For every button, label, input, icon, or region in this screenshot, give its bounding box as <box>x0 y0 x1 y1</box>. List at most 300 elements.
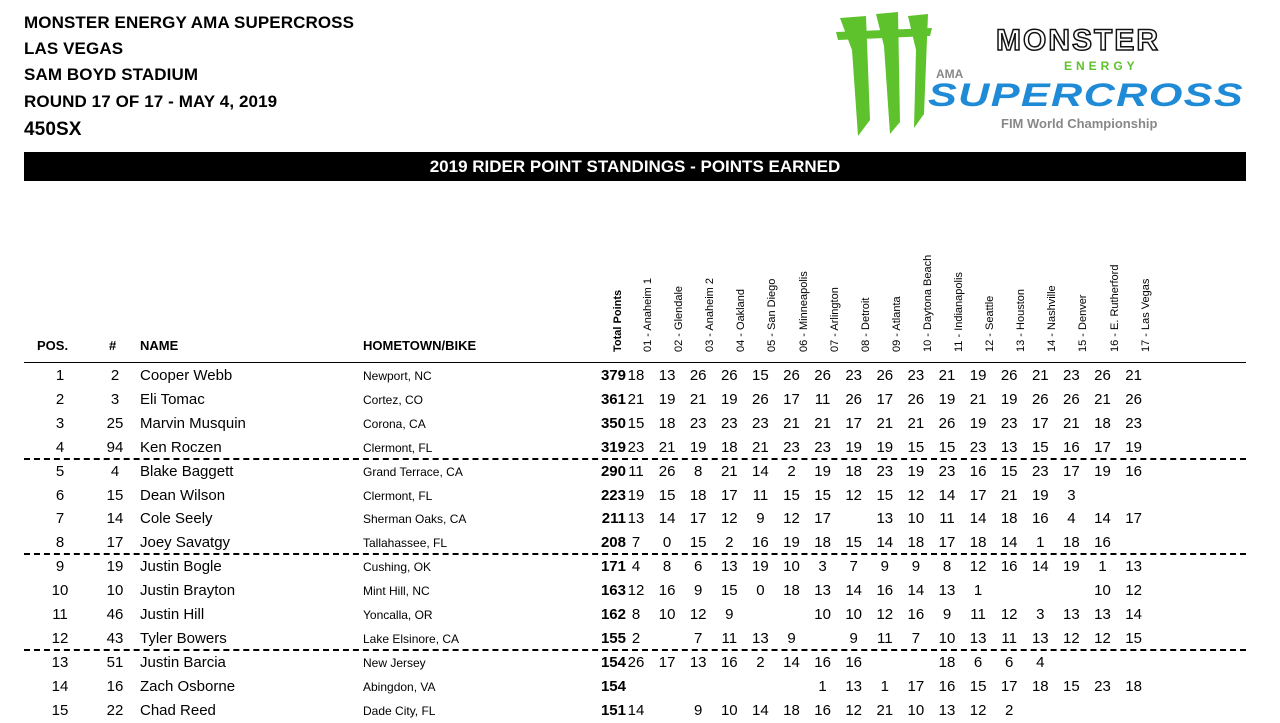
class-label: 450SX <box>24 119 82 140</box>
round-points: 13 <box>1063 606 1080 623</box>
round-points: 26 <box>752 390 769 408</box>
round-points: 19 <box>845 438 863 456</box>
round-points: 23 <box>814 438 831 456</box>
rider-total-points: 171 <box>600 558 626 576</box>
rider-total-points: 155 <box>600 629 626 647</box>
round-points: 12 <box>969 558 987 576</box>
round-points: 26 <box>1063 390 1080 408</box>
round-points: 21 <box>938 367 956 384</box>
round-points: 9 <box>942 606 952 623</box>
round-points: 21 <box>1125 367 1142 384</box>
round-points: 12 <box>783 510 800 528</box>
round-points: 18 <box>969 534 987 552</box>
round-header: 01 - Anaheim 1 <box>642 278 654 352</box>
round-points: 11 <box>721 629 738 647</box>
round-points: 1 <box>1098 558 1107 576</box>
round-points: 12 <box>720 510 738 528</box>
table-row <box>0 699 1280 723</box>
round-points: 2 <box>1005 701 1014 719</box>
round-points: 12 <box>627 582 645 600</box>
round-points: 12 <box>876 606 894 623</box>
round-points: 13 <box>876 510 894 528</box>
rider-position: 13 <box>51 653 69 671</box>
round-points: 10 <box>783 558 800 576</box>
round-header: 09 - Atlanta <box>890 296 903 352</box>
num-header: # <box>109 338 117 353</box>
round-points: 16 <box>1094 534 1111 552</box>
rider-total-points: 223 <box>600 486 626 504</box>
rider-number: 14 <box>106 510 124 528</box>
round-points: 6 <box>694 558 703 576</box>
rider-position: 2 <box>55 390 65 408</box>
round-points: 14 <box>1031 558 1049 576</box>
rider-name: Cooper Webb <box>140 367 233 384</box>
round-points: 19 <box>814 462 831 480</box>
round-points: 23 <box>627 438 645 456</box>
table-row <box>0 364 1280 388</box>
round-points: 10 <box>814 606 831 623</box>
rider-hometown: Abingdon, VA <box>363 679 436 694</box>
series-title: MONSTER ENERGY AMA SUPERCROSS <box>24 13 355 32</box>
round-points: 15 <box>1000 462 1018 480</box>
rider-hometown: Grand Terrace, CA <box>363 464 463 479</box>
round-points: 14 <box>907 582 925 600</box>
rider-hometown: Sherman Oaks, CA <box>363 512 467 527</box>
round-points: 18 <box>1094 414 1111 432</box>
round-points: 14 <box>783 653 800 671</box>
round-points: 12 <box>907 486 925 504</box>
round-points: 21 <box>658 438 676 456</box>
round-points: 16 <box>1063 438 1080 456</box>
round-points: 7 <box>849 558 858 576</box>
round-points: 15 <box>752 367 769 384</box>
table-row <box>0 555 1280 579</box>
table-row <box>0 388 1280 412</box>
hometown-header: HOMETOWN/BIKE <box>363 338 477 353</box>
rider-name: Zach Osborne <box>140 677 236 695</box>
round-points: 23 <box>938 462 956 480</box>
round-points: 26 <box>845 390 863 408</box>
round-points: 9 <box>694 701 703 719</box>
rider-total-points: 163 <box>600 582 626 600</box>
round-points: 26 <box>783 367 800 384</box>
round-points: 21 <box>876 414 894 432</box>
round-points: 15 <box>845 534 863 552</box>
round-points: 14 <box>938 486 956 504</box>
rider-name: Justin Barcia <box>140 653 226 671</box>
round-points: 17 <box>783 390 800 408</box>
round-header: 16 - E. Rutherford <box>1108 264 1121 352</box>
round-points: 26 <box>689 367 707 384</box>
round-points: 9 <box>911 558 921 576</box>
round-points: 16 <box>1000 558 1018 576</box>
round-points: 19 <box>1125 438 1142 456</box>
round-points: 13 <box>1125 558 1142 576</box>
round-points: 8 <box>662 558 672 576</box>
round-points: 26 <box>1000 367 1018 384</box>
round-header: 05 - San Diego <box>766 278 779 352</box>
round-points: 14 <box>1094 510 1111 528</box>
round-points: 23 <box>1063 367 1080 384</box>
round-points: 14 <box>752 462 769 480</box>
rider-number: 94 <box>106 438 124 456</box>
round-points: 19 <box>938 390 956 408</box>
round-points: 18 <box>627 367 645 384</box>
round-points: 14 <box>845 582 863 600</box>
round-points: 14 <box>627 701 645 719</box>
round-points: 2 <box>787 462 796 480</box>
round-header: 11 - Indianapolis <box>953 272 965 352</box>
round-points: 3 <box>818 558 827 576</box>
round-points: 13 <box>627 510 645 528</box>
table-row <box>0 412 1280 436</box>
rider-hometown: Cushing, OK <box>363 560 432 575</box>
round-points: 16 <box>1031 510 1049 528</box>
round-points: 13 <box>1094 606 1111 623</box>
round-points: 21 <box>689 390 707 408</box>
round-points: 18 <box>814 534 831 552</box>
round-points: 4 <box>1067 510 1076 528</box>
round-points: 9 <box>694 582 703 600</box>
round-points: 1 <box>973 582 983 600</box>
round-points: 15 <box>1125 629 1142 647</box>
rider-number: 4 <box>110 462 120 480</box>
round-points: 13 <box>938 582 956 600</box>
rider-hometown: Dade City, FL <box>363 703 436 718</box>
rider-position: 1 <box>55 367 65 384</box>
table-row <box>0 436 1280 460</box>
round-points: 15 <box>658 486 676 504</box>
round-points: 7 <box>694 629 703 647</box>
round-points: 19 <box>969 367 987 384</box>
logo-energy: ENERGY <box>1064 59 1139 73</box>
round-points: 13 <box>938 701 956 719</box>
round-points: 7 <box>911 629 921 647</box>
rider-name: Blake Baggett <box>140 462 234 480</box>
round-points: 16 <box>752 534 769 552</box>
rider-hometown: Lake Elsinore, CA <box>363 631 460 646</box>
logo-brand: MONSTER <box>996 24 1160 57</box>
rider-position: 7 <box>55 510 65 528</box>
round-points: 23 <box>783 438 800 456</box>
round-points: 23 <box>876 462 894 480</box>
round-points: 8 <box>631 606 641 623</box>
round-points: 12 <box>845 486 863 504</box>
round-points: 17 <box>969 486 987 504</box>
round-points: 21 <box>627 390 645 408</box>
rider-position: 11 <box>52 606 68 623</box>
rider-hometown: Clermont, FL <box>363 440 433 455</box>
round-points: 10 <box>845 606 863 623</box>
rider-total-points: 350 <box>600 414 626 432</box>
round-header: 08 - Detroit <box>859 297 872 352</box>
round-points: 16 <box>938 677 956 695</box>
round-header: 06 - Minneapolis <box>797 271 810 352</box>
rider-name: Cole Seely <box>140 510 213 528</box>
round-points: 16 <box>969 462 987 480</box>
rider-hometown: Corona, CA <box>363 416 426 431</box>
round-header: 12 - Seattle <box>984 295 997 352</box>
round-points: 13 <box>1031 629 1049 647</box>
round-points: 1 <box>880 677 889 695</box>
logo-subtitle: FIM World Championship <box>1001 116 1158 131</box>
rider-name: Justin Brayton <box>140 582 236 600</box>
rider-name: Ken Roczen <box>140 438 222 456</box>
round-points: 17 <box>1125 510 1142 528</box>
round-points: 4 <box>1036 653 1045 671</box>
rider-name: Eli Tomac <box>140 390 205 408</box>
table-row <box>0 675 1280 699</box>
round-points: 10 <box>1094 582 1111 600</box>
round-header: 03 - Anaheim 2 <box>704 278 717 352</box>
round-points: 26 <box>1125 390 1142 408</box>
rider-total-points: 208 <box>600 534 626 552</box>
round-points: 17 <box>689 510 707 528</box>
round-points: 15 <box>938 438 956 456</box>
rider-hometown: Yoncalla, OR <box>363 608 433 622</box>
rider-number: 17 <box>106 534 124 552</box>
round-points: 6 <box>973 653 983 671</box>
round-points: 21 <box>752 438 769 456</box>
round-points: 21 <box>1094 390 1111 408</box>
round-points: 21 <box>783 414 800 432</box>
round-points: 19 <box>907 462 925 480</box>
rider-total-points: 290 <box>600 462 626 480</box>
round-points: 11 <box>628 462 644 480</box>
rider-position: 8 <box>55 534 65 552</box>
round-header: 02 - Glendale <box>673 285 686 352</box>
rider-position: 14 <box>51 677 69 695</box>
round-points: 8 <box>694 462 703 480</box>
rider-total-points: 379 <box>600 367 626 384</box>
rider-name: Joey Savatgy <box>140 534 231 552</box>
round-points: 12 <box>845 701 863 719</box>
round-points: 9 <box>787 629 796 647</box>
round-points: 13 <box>720 558 738 576</box>
round-points: 21 <box>1000 486 1018 504</box>
round-points: 13 <box>658 367 676 384</box>
round-points: 19 <box>689 438 707 456</box>
round-points: 16 <box>1125 462 1142 480</box>
rider-hometown: Clermont, FL <box>363 488 433 503</box>
rider-number: 51 <box>106 653 124 671</box>
rider-hometown: Tallahassee, FL <box>363 536 448 551</box>
round-points: 17 <box>658 653 676 671</box>
round-points: 14 <box>969 510 987 528</box>
round-points: 21 <box>876 701 894 719</box>
round-points: 21 <box>907 414 925 432</box>
round-points: 15 <box>689 534 707 552</box>
rider-total-points: 361 <box>600 390 626 408</box>
round-points: 13 <box>1000 438 1018 456</box>
round-points: 21 <box>1063 414 1080 432</box>
round-points: 10 <box>938 629 956 647</box>
rider-position: 6 <box>55 486 65 504</box>
round-points: 2 <box>725 534 734 552</box>
round-header: 10 - Daytona Beach <box>921 254 934 352</box>
rider-position: 12 <box>51 629 69 647</box>
round-points: 18 <box>1031 677 1049 695</box>
total-points-header: Total Points <box>612 289 624 352</box>
round-points: 3 <box>1067 486 1076 504</box>
rider-position: 4 <box>55 438 65 456</box>
round-points: 11 <box>939 510 955 528</box>
round-points: 9 <box>756 510 765 528</box>
round-points: 26 <box>627 653 645 671</box>
round-points: 11 <box>970 606 986 623</box>
round-points: 18 <box>1125 677 1142 695</box>
round-points: 17 <box>1094 438 1111 456</box>
event-venue: SAM BOYD STADIUM <box>24 65 199 84</box>
table-row <box>0 579 1280 603</box>
rider-name: Marvin Musquin <box>140 414 246 432</box>
round-points: 9 <box>725 606 734 623</box>
round-points: 6 <box>1005 653 1014 671</box>
round-points: 18 <box>907 534 925 552</box>
table-row <box>0 460 1280 484</box>
round-points: 21 <box>1031 367 1049 384</box>
rider-name: Chad Reed <box>140 701 216 719</box>
round-points: 18 <box>720 438 738 456</box>
round-points: 12 <box>689 606 707 623</box>
rider-number: 19 <box>106 558 124 576</box>
round-points: 12 <box>969 701 987 719</box>
round-points: 11 <box>752 486 769 504</box>
round-points: 26 <box>1031 390 1049 408</box>
rider-number: 43 <box>106 629 124 647</box>
round-points: 18 <box>783 582 800 600</box>
event-round: ROUND 17 OF 17 - MAY 4, 2019 <box>24 92 278 111</box>
round-points: 12 <box>1063 629 1080 647</box>
rider-number: 25 <box>106 414 124 432</box>
round-points: 14 <box>1125 606 1142 623</box>
round-points: 13 <box>814 582 831 600</box>
round-points: 19 <box>752 558 769 576</box>
rider-position: 15 <box>51 701 69 719</box>
round-points: 23 <box>969 438 987 456</box>
round-points: 19 <box>876 438 894 456</box>
round-points: 19 <box>720 390 738 408</box>
round-points: 15 <box>1031 438 1049 456</box>
round-points: 19 <box>783 534 800 552</box>
round-points: 26 <box>814 367 831 384</box>
round-points: 23 <box>1125 414 1142 432</box>
round-points: 2 <box>756 653 765 671</box>
round-points: 17 <box>938 534 956 552</box>
round-points: 21 <box>720 462 738 480</box>
round-points: 18 <box>689 486 707 504</box>
round-header: 17 - Las Vegas <box>1139 278 1152 352</box>
rider-number: 3 <box>110 390 120 408</box>
round-points: 23 <box>845 367 863 384</box>
round-points: 0 <box>662 534 672 552</box>
event-city: LAS VEGAS <box>24 39 124 58</box>
round-points: 15 <box>627 414 645 432</box>
round-points: 14 <box>876 534 894 552</box>
round-header: 15 - Denver <box>1077 294 1090 352</box>
round-points: 23 <box>1000 414 1018 432</box>
round-points: 3 <box>1036 606 1045 623</box>
round-points: 14 <box>752 701 769 719</box>
round-points: 15 <box>907 438 925 456</box>
round-points: 7 <box>631 534 641 552</box>
round-points: 19 <box>1031 486 1049 504</box>
round-points: 12 <box>1000 606 1018 623</box>
round-points: 17 <box>1000 677 1018 695</box>
name-header: NAME <box>140 338 179 353</box>
round-points: 18 <box>658 414 676 432</box>
round-points: 18 <box>783 701 800 719</box>
rider-total-points: 211 <box>601 510 626 528</box>
standings-banner: 2019 RIDER POINT STANDINGS - POINTS EARNED <box>24 152 1246 181</box>
round-points: 23 <box>720 414 738 432</box>
round-points: 16 <box>876 582 894 600</box>
round-points: 18 <box>938 653 956 671</box>
rider-total-points: 162 <box>600 606 626 623</box>
round-points: 9 <box>849 629 858 647</box>
rider-total-points: 151 <box>600 701 626 719</box>
round-points: 17 <box>720 486 738 504</box>
round-points: 19 <box>1063 558 1080 576</box>
rider-position: 10 <box>51 582 69 600</box>
rider-position: 3 <box>55 414 65 432</box>
rider-hometown: New Jersey <box>363 655 426 670</box>
rider-name: Tyler Bowers <box>140 629 227 647</box>
rider-position: 9 <box>55 558 65 576</box>
round-points: 13 <box>969 629 987 647</box>
monster-claw-icon <box>836 12 932 136</box>
rider-hometown: Cortez, CO <box>363 392 424 407</box>
round-points: 10 <box>720 701 738 719</box>
rider-number: 10 <box>106 582 124 600</box>
rider-number: 22 <box>106 701 124 719</box>
table-row <box>0 627 1280 651</box>
round-points: 10 <box>658 606 676 623</box>
round-points: 21 <box>969 390 987 408</box>
round-points: 16 <box>658 582 676 600</box>
rider-hometown: Mint Hill, NC <box>363 584 430 599</box>
pos-header: POS. <box>37 338 69 353</box>
round-points: 10 <box>907 510 925 528</box>
round-header: 14 - Nashville <box>1046 285 1059 352</box>
round-header: 07 - Arlington <box>828 287 841 352</box>
round-points: 19 <box>1094 462 1111 480</box>
round-points: 1 <box>1036 534 1045 552</box>
round-points: 18 <box>845 462 863 480</box>
round-points: 10 <box>907 701 925 719</box>
table-row <box>0 507 1280 531</box>
round-points: 2 <box>631 629 641 647</box>
rider-total-points: 154 <box>600 653 626 671</box>
rider-name: Justin Bogle <box>140 558 222 576</box>
round-points: 16 <box>720 653 738 671</box>
round-points: 26 <box>658 462 676 480</box>
rider-hometown: Newport, NC <box>363 369 432 383</box>
round-points: 21 <box>814 414 831 432</box>
round-points: 12 <box>1125 582 1142 600</box>
round-points: 19 <box>627 486 645 504</box>
round-points: 17 <box>907 677 925 695</box>
supercross-logo <box>836 10 1248 138</box>
round-points: 14 <box>658 510 676 528</box>
logo-ama: AMA <box>936 67 964 81</box>
rider-number: 16 <box>106 677 124 695</box>
round-points: 9 <box>880 558 889 576</box>
round-points: 14 <box>1000 534 1018 552</box>
logo-title: SUPERCROSS <box>928 77 1244 113</box>
round-points: 4 <box>631 558 641 576</box>
rider-number: 2 <box>110 367 120 384</box>
